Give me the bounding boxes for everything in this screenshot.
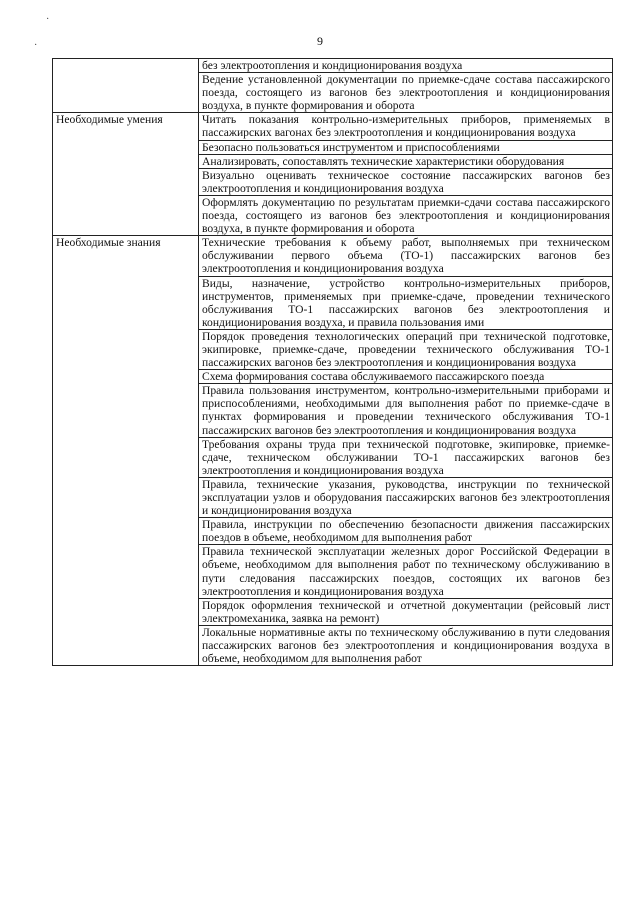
table-cell: Схема формирования состава обслуживаемого пассажирского поезда	[199, 370, 613, 384]
table-cell: Анализировать, сопоставлять технические характеристики оборудования	[199, 154, 613, 168]
table-cell: Виды, назначение, устройство контрольно-измерительных приборов, инструментов, применяемых при приемке-сдаче, проведении технического обслуживания ТО-1 пассажирских вагонов без электроотопления и кондиционирования воздуха, и правила пользования ими	[199, 276, 613, 329]
table-cell: Правила, технические указания, руководства, инструкции по технической эксплуатации узлов и оборудования пассажирских вагонов без электроотопления и кондиционирования воздуха	[199, 477, 613, 517]
table-cell: Требования охраны труда при технической подготовке, экипировке, приемке-сдаче, техническом обслуживании ТО-1 пассажирских вагонов без электроотопления и кондиционирования воздуха	[199, 437, 613, 477]
table-row	[53, 236, 613, 276]
scan-mark: ·	[46, 14, 50, 25]
table-cell: Ведение установленной документации по приемке-сдаче состава пассажирского поезда, состоящего из вагонов без электроотопления и кондиционирования воздуха, в пункте формирования и оборота	[199, 73, 613, 113]
group-label-knowledge: Необходимые знания	[53, 236, 199, 666]
empty-label-cell	[53, 59, 199, 113]
table-cell: Порядок оформления технической и отчетной документации (рейсовый лист электромеханика, заявка на ремонт)	[199, 598, 613, 625]
table-cell: Читать показания контрольно-измерительных приборов, применяемых в пассажирских вагонах без электроотопления и кондиционирования воздуха	[199, 113, 613, 140]
table-cell: Порядок проведения технологических операций при технической подготовке, экипировке, приемке-сдаче, проведении технического обслуживания ТО-1 пассажирских вагонов без электроотопления и кондиционирования воздуха	[199, 329, 613, 369]
table-cell: Визуально оценивать техническое состояние пассажирских вагонов без электроотопления и кондиционирования воздуха	[199, 168, 613, 195]
table-cell: Правила пользования инструментом, контрольно-измерительными приборами и приспособлениями, необходимыми для выполнения работ по приемке-сдаче в пунктах формирования и проведении технического обслуживания ТО-1 пассажирских вагонов без электроотопления и кондиционирования воздуха	[199, 384, 613, 437]
table-cell: Оформлять документацию по результатам приемки-сдачи состава пассажирского поезда, состоящего из вагонов без электроотопления и кондиционирования воздуха, в пункте формирования и оборота	[199, 195, 613, 235]
table-cell: без электроотопления и кондиционирования воздуха	[199, 59, 613, 73]
table-cell: Технические требования к объему работ, выполняемых при техническом обслуживании первого объема (ТО-1) пассажирских вагонов без электроотопления и кондиционирования воздуха	[199, 236, 613, 276]
table-row	[53, 59, 613, 73]
scan-mark: ·	[34, 40, 38, 51]
page-number: 9	[317, 34, 323, 48]
table-cell: Правила технической эксплуатации железных дорог Российской Федерации в объеме, необходимом для выполнения работ по техническому обслуживанию в пути следования пассажирских поездов, состоящих их вагонов без электроотопления и кондиционирования воздуха	[199, 545, 613, 598]
group-label-skills: Необходимые умения	[53, 113, 199, 236]
table-cell: Правила, инструкции по обеспечению безопасности движения пассажирских поездов в объеме, необходимом для выполнения работ	[199, 518, 613, 545]
table-cell: Безопасно пользоваться инструментом и приспособлениями	[199, 140, 613, 154]
requirements-table	[52, 58, 613, 666]
table-row	[53, 113, 613, 140]
table-cell: Локальные нормативные акты по техническому обслуживанию в пути следования пассажирских вагонов без электроотопления и кондиционирования воздуха в объеме, необходимом для выполнения работ	[199, 625, 613, 665]
